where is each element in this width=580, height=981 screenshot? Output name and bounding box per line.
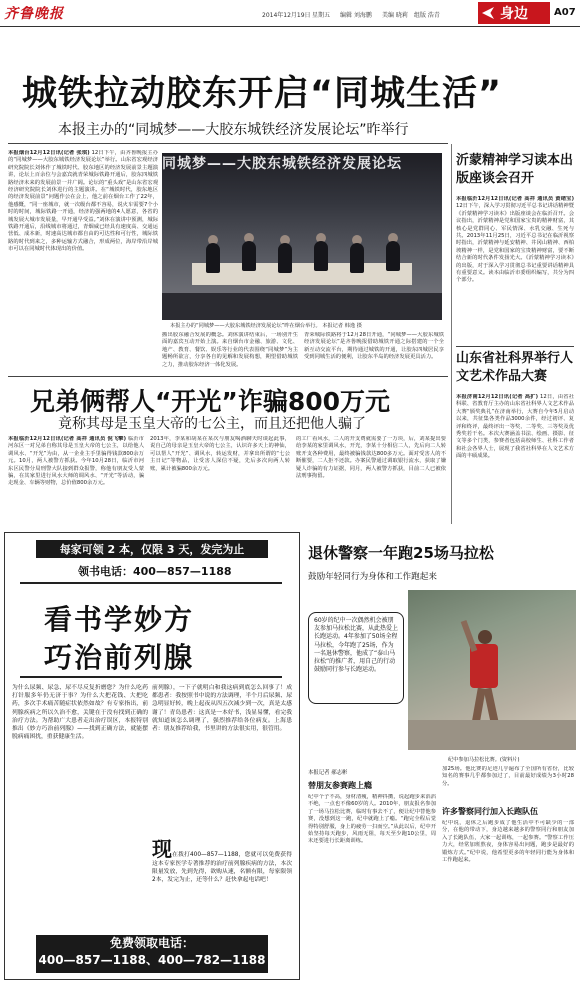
lead-headline: 城铁拉动胶东开启“同城生活” bbox=[22, 74, 503, 114]
ad-bottom-numbers: 400—857—1188、400—782—1188 bbox=[38, 953, 266, 967]
lead-col1 bbox=[8, 150, 158, 372]
column-divider bbox=[451, 144, 452, 524]
fraud-col1-text: 临沂市河东区一对兄弟自称其母是玉皇大帝的七公主，以给他人调风水、“开光”为由，从一企业主手里骗得钱款800余万元。10月，两人被警方抓获。今年10月28日，临沂市河东区民警分局刑警大队接到群众报警，称他有朋友受人蒙骗，在其家里进行风水大师的调风水、“开光”等活动，骗走现金、车辆等财物，总价值800余万元。 bbox=[8, 436, 144, 487]
lead-subhead: 本报主办的“同城梦——大胶东城铁经济发展论坛”昨举行 bbox=[58, 122, 409, 138]
designer-credit: 美编 晓莉 bbox=[382, 12, 408, 19]
side1-headline: 沂蒙精神学习读本出版座谈会召开 bbox=[456, 153, 574, 186]
fraud-subhead: 竟称其母是玉皇大帝的七公主，而且还把他人骗了 bbox=[58, 416, 366, 432]
section-tag bbox=[478, 2, 550, 24]
issue-date: 2014年12月19日 bbox=[262, 12, 311, 19]
side2-headline: 山东省社科界举行人文艺术作品大赛 bbox=[456, 351, 574, 384]
police-body-3: 纪中说，退休之后跑步成了他生活中不可缺少的一部分，在他的带动下，身边越来越多的警察同行和朋友加入了长跑队伍，大家一起训练，一起参赛。“警察工作压力大，经常加班熬夜，身体容易出问题，跑步是最好的锻炼方式。”纪中说，他希望更多的年轻同行能为身体和工作跑起来。 bbox=[442, 820, 574, 864]
side1-text: 12日下午，深入学习贯彻习近平总书记讲话精神暨《沂蒙精神学习读本》出版座谈会在临沂召开。会议指出，沂蒙精神是党和国家宝贵的精神财富，其核心是党群同心、军民情深、水乳交融、生死与共。2013年11月25日，习近平总书记在临沂视察时指出，沂蒙精神与延安精神、井冈山精神、西柏坡精神一样，是党和国家的宝贵精神财富，要不断结合新的时代条件发扬光大。《沂蒙精神学习读本》的出版，对于深入学习贯彻总书记重要讲话精神具有重要意义。读本由临沂市委组织编写，共分为四个部分。 bbox=[456, 203, 574, 284]
fraud-col3: 的工厂看风水，二人的开支费就需要了一万块，后，刘某提出要给李某的家里调风水，开光，李某十分相信二人，先后向二人转账开支各种费用，最终被骗钱款达800多万元。面对受害人的不断催要，二人拒不还款。办案民警通过调取银行流水，获取了嫌疑人诈骗的有力证据，同月，两人被警方抓获，目前二人已被依法刑事拘留。 bbox=[296, 436, 446, 480]
runner-photo bbox=[408, 590, 576, 750]
ad-bottom-label: 免费领取电话： bbox=[109, 936, 194, 950]
section-name: 身边 bbox=[500, 6, 528, 22]
fraud-byline: 本报临沂12月12日讯(记者 高祥 通讯员 倪飞擎) bbox=[8, 436, 127, 442]
police-headline: 退休警察一年跑25场马拉松 bbox=[308, 544, 494, 562]
fraud-col2: 2013年，李某和胡某在某次与朋友喝酒聊天时谈起此事，说自己的母亲是玉皇大帝的七公主，认识许多天上的神仙，可以帮人“开光”、调风水，转运发财，并拿出所谓的“七公主日记”等物品，让受害人深信不疑，先后多次向两人转账，累计被骗800余万元。 bbox=[150, 436, 290, 472]
divider bbox=[8, 143, 448, 144]
photo-banner-text: 同城梦——大胶东城铁经济发展论坛 bbox=[162, 156, 402, 172]
side2-body bbox=[456, 394, 574, 522]
ad-body-bottom-text: 在拨打400—857—1188，您就可以免费获得这本专家医学专著推荐的治疗前列腺疾病的方法，本次限量发放，先到先得，欲购从速，名额有限，每家限领2本，发完为止，还等什么？赶快拿起电话吧！ bbox=[152, 852, 292, 884]
fraud-headline: 兄弟俩帮人“开光”诈骗800万元 bbox=[30, 387, 391, 416]
editor-credit: 编辑 刘海鹏 bbox=[340, 12, 372, 19]
divider bbox=[20, 676, 282, 678]
ad-body-left: 为什么尿频、尿急、尿不尽反复折磨您？为什么吃药打针服多年仍无济于事？为什么大把花钱、大把吃药，多次手术痛苦随症状依然如故？有专家指出，前列腺疾病之所以久治不愈，关键在于没有找到正确的治疗方法。为帮助广大患者走出治疗误区，本报特别推出《妙方巧治前列腺》——找到正确方法，就能摆脱病痛困扰，重获健康生活。 bbox=[12, 685, 148, 741]
lead-byline: 本报烟台12月12日讯(记者 张琪) bbox=[8, 150, 90, 156]
police-byline: 本报记者 郝志彬 bbox=[308, 770, 348, 776]
side2-text: 12日，由省社科联、省教育厅主办的山东省社科界人文艺术作品大赛“颁奖典礼”在济南举行，大赛自今年5月启动以来，共征集各类作品3000余件，经过初评、复评和终评，最终评出一等奖、二等奖、三等奖及优秀奖若干名。本次大赛涵盖书法、绘画、摄影、征文等多个门类，参赛者包括高校师生、社科工作者和社会各界人士，展现了我省社科界在人文艺术方面的丰硕成果。 bbox=[456, 394, 574, 460]
lead-col2: 搬出胶东融合发展的概念。刘休演讲结束后，一场别开生面的嘉宾互动开始上演。来自烟台市金融、旅游、文化、地产、教育、餐饮、娱乐等行业的代表围绕“同城梦”为主题畅所欲言，分享各自的见解和发展构想，期望借助城铁之力，推动胶东经济一体化发展。 bbox=[162, 332, 298, 368]
side1-body bbox=[456, 196, 574, 336]
divider bbox=[456, 346, 574, 347]
lead-col3: 青荣城际铁路将于12月28日开通，“同城梦——大胶东城铁经济发展论坛”是齐鲁晚报借助城铁开通之际搭建的一个全新互动交流平台，期待通过城铁的开通，让胶东四城居民享受到同城生活的便利，让胶东半岛的经济发展更具活力。 bbox=[304, 332, 444, 361]
police-subhead: 鼓励年轻同行为身体和工作跑起来 bbox=[308, 572, 437, 582]
divider bbox=[8, 376, 448, 377]
ad-body-right: 前列腺），一下子就明白和我这病到底怎么回事了！成都患者：我按照书中说的方法调理，半个月后尿频、尿急明显好转，晚上起夜从四五次减少到一次，真是太感谢了！青岛患者：这真是一本好书，浅显易懂，看完我就知道该怎么调理了，强烈推荐给各位病友。上海患者：朋友推荐给我，书里讲的方法很实用，很管用。 bbox=[152, 685, 292, 733]
ad-headline-1: 看书学妙方 bbox=[44, 603, 195, 636]
newspaper-logo: 齐鲁晚报 bbox=[4, 6, 64, 22]
ad-body-bottom bbox=[152, 838, 292, 930]
divider bbox=[20, 582, 282, 584]
police-subtitle-1: 替朋友参赛跑上瘾 bbox=[308, 781, 372, 790]
page-number: A07 bbox=[554, 7, 576, 18]
proof-credit: 组版 浩青 bbox=[414, 12, 440, 19]
photo-table bbox=[192, 263, 412, 285]
ad-headline-2: 巧治前列腺 bbox=[44, 641, 195, 674]
side1-byline: 本报临沂12月12日讯(记者 高祥 通讯员 黄绪宝) bbox=[456, 196, 574, 202]
police-subtitle-2: 许多警察同行加入长跑队伍 bbox=[442, 807, 538, 816]
section-arrow-icon bbox=[482, 7, 494, 19]
forum-photo bbox=[162, 153, 442, 320]
ad-top-banner: 每家可领 2 本，仅限 3 天，发完为止 bbox=[36, 540, 268, 558]
ad-bottom-phone bbox=[36, 935, 268, 973]
ad-phone-line: 领书电话：400—857—1188 bbox=[78, 565, 232, 578]
police-body-1: 纪中个子不高，身材清瘦，精神抖擞，说起跑步来滔滔不绝，一点也不像60岁的人。2010年，朋友报名参加了一场马拉松比赛，临时有事去不了，便让纪中替他参赛，没想到这一跑，纪中就跑上了瘾。“跑完全程后觉得特别舒服，身上的疲劳一扫而空。”从此以后，纪中开始坚持每天跑步，风雨无阻，每天至少跑10公里，周末还要进行长距离训练。 bbox=[308, 794, 436, 845]
fraud-col1 bbox=[8, 436, 144, 522]
police-body-2: 加25场。他比赛的足迹几乎遍布了全国所有省份，比较知名的赛事几乎都参加过了，目前最好成绩为3小时28分。 bbox=[442, 766, 574, 787]
runner-photo-caption: 纪中参加马拉松比赛。(资料片) bbox=[448, 757, 520, 763]
lead-col1-text: 12日下午，由齐鲁晚报主办的“同城梦——大胶东城铁经济发展论坛”举行。山东省宏观经济研究院院长刘休作了城铁时代、胶东地区的经济发展前景主题演讲，论坛上百余位与会嘉宾就青荣城际铁路开通后，胶东四城铁路经济未来的发展前景一并广阔。论坛的“重头戏”是山东省宏观经济研究院院长刘休进行的主题演讲。在“城铁时代，胶东地区的经济发展前景”问题作公在会上，他之前在烟台工作了22年，他感慨，“同一座城市，就一次级台都不容易，说火车需要7个小时的时间，城际铁路一开通，经济的强两地的4人愿意，各省的城发展大城市发展量，早开通早受益。”刘休在演讲中预测，城际铁路开通后，沿线城市将通过，青烟威已经具有速度高、交通运营低、成本新，时速高达城市都自由的可达性和可行性，城际铁路的时代到来之，多种运输方式融合，形成两位，海岸带沿岸城市可以在同城时代体现出的价值。 bbox=[8, 150, 158, 253]
side2-byline: 本报济南12月12日讯(记者 高扩) bbox=[456, 394, 539, 400]
police-callout: 60岁的纪中一次偶然机会被朋友参加马拉松比赛，从此热爱上长跑运动。4年参加了50场全程马拉松，今年跑了25场，作为一名退休警察，他成了“泰山马拉松”的推广者，用自己的行动鼓励同行参与长跑运动。 bbox=[308, 612, 404, 704]
issue-weekday: 星期五 bbox=[312, 12, 331, 19]
ad-now-char: 现 bbox=[152, 838, 173, 861]
forum-photo-caption: 本报主办的“同城梦——大胶东城铁经济发展论坛”昨在烟台举行。 本报记者 韩逸 摄 bbox=[170, 323, 362, 329]
